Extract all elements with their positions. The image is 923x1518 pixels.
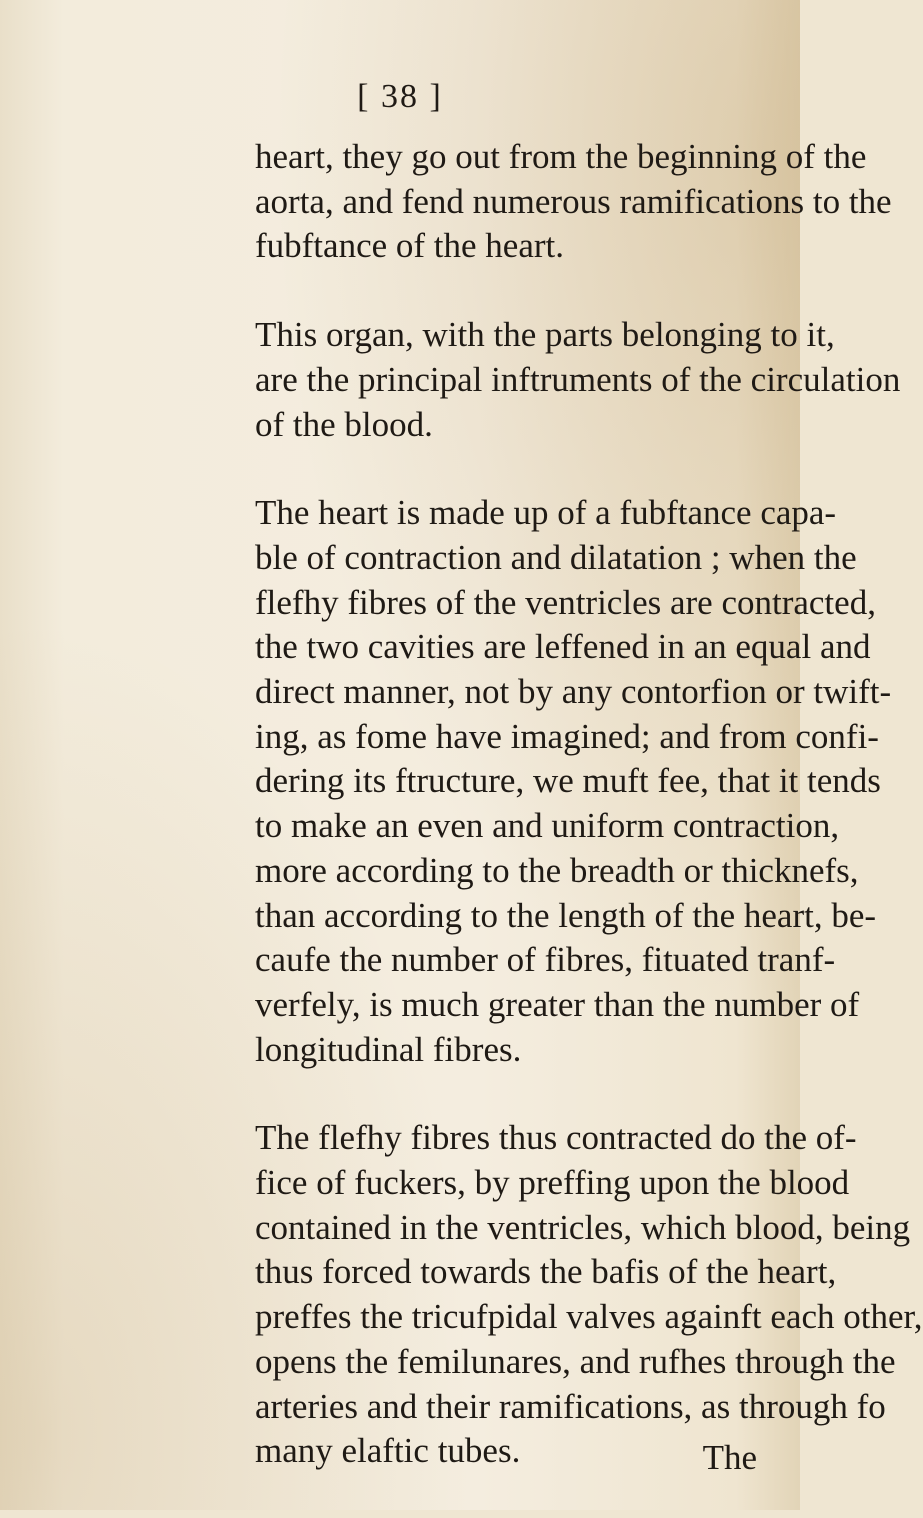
text-line: preffes the tricufpidal valves againft each other,: [255, 1297, 923, 1337]
text-line: opens the femilunares, and rufhes through the: [255, 1341, 896, 1381]
paragraph-3: [255, 491, 892, 1072]
text-line: fice of fuckers, by preffing upon the blood: [255, 1163, 850, 1203]
text-line: than according to the length of the heart, be-: [255, 895, 877, 935]
text-line: The flefhy fibres thus contracted do the of-: [255, 1118, 857, 1158]
text-line: heart, they go out from the beginning of the: [255, 137, 867, 176]
text-line: arteries and their ramifications, as through fo: [255, 1386, 886, 1426]
text-line: This organ, with the parts belonging to it,: [255, 315, 835, 355]
text-line: longitudinal fibres.: [255, 1029, 522, 1069]
text-line: more according to the breadth or thicknefs,: [255, 850, 859, 890]
text-line: of the blood.: [255, 404, 433, 444]
paragraph-4: [255, 1116, 923, 1474]
text-line: aorta, and fend numerous ramifications to the: [255, 181, 892, 221]
text-line: verfely, is much greater than the number of: [255, 984, 860, 1024]
text-line: caufe the number of fibres, fituated tranf-: [255, 940, 836, 980]
text-line: are the principal inftruments of the circulation: [255, 359, 901, 399]
paragraph-1: [255, 135, 892, 269]
text-line: direct manner, not by any contorfion or twift-: [255, 672, 892, 712]
text-line: thus forced towards the bafis of the heart,: [255, 1252, 837, 1292]
text-line: to make an even and uniform contraction,: [255, 806, 840, 846]
text-line: ing, as fome have imagined; and from confi-: [255, 716, 879, 756]
paragraph-2: [255, 313, 901, 447]
page-number: [ 38 ]: [357, 78, 443, 115]
text-line: fubftance of the heart.: [255, 226, 565, 266]
text-line: contained in the ventricles, which blood, being: [255, 1207, 911, 1247]
text-line: flefhy fibres of the ventricles are contracted,: [255, 582, 876, 622]
text-line: dering its ftructure, we muft fee, that it tends: [255, 761, 881, 801]
text-line: many elaftic tubes.: [255, 1431, 521, 1471]
text-line: the two cavities are leffened in an equal and: [255, 627, 871, 667]
text-line: The heart is made up of a fubftance capa-: [255, 493, 837, 533]
catchword: The: [702, 1438, 757, 1477]
text-line: ble of contraction and dilatation ; when the: [255, 537, 857, 577]
body-text: [255, 135, 923, 1518]
